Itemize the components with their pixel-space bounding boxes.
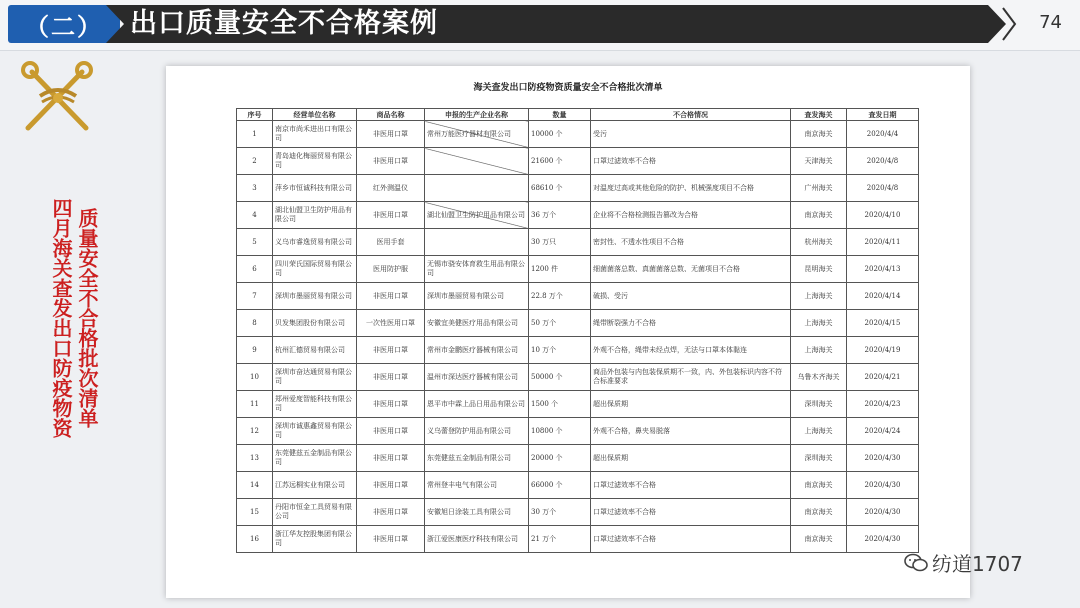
column-header: 查发海关: [791, 109, 847, 121]
table-cell: 22.8 万个: [529, 283, 591, 310]
table-cell: 东莞健兹五金制品有限公司: [273, 445, 357, 472]
inspection-table: [236, 108, 919, 553]
table-cell: 杭州海关: [791, 229, 847, 256]
table-cell: 外观不合格，鼻夹易脱落: [591, 418, 791, 445]
table-cell: 9: [237, 337, 273, 364]
table-cell: 恩平市中霖上品日用品有限公司: [425, 391, 529, 418]
table-cell: 商品外包装与内包装保质期不一致，内、外包装标识内容不符合标准要求: [591, 364, 791, 391]
table-cell: 非医用口罩: [357, 148, 425, 175]
table-cell: 丹阳市恒金工具贸易有限公司: [273, 499, 357, 526]
table-cell: 超出保质期: [591, 445, 791, 472]
table-cell: 2020/4/8: [847, 148, 919, 175]
section-label: （二）: [8, 5, 120, 43]
table-row: [237, 310, 919, 337]
column-header: 数量: [529, 109, 591, 121]
table-cell: 非医用口罩: [357, 391, 425, 418]
watermark-text: 纺道1707: [932, 552, 1023, 576]
table-row: [237, 121, 919, 148]
table-cell: 东莞健兹五金制品有限公司: [425, 445, 529, 472]
table-cell: 常州市金鹏医疗器械有限公司: [425, 337, 529, 364]
table-cell: 2020/4/24: [847, 418, 919, 445]
table-cell: 2020/4/14: [847, 283, 919, 310]
table-cell: 非医用口罩: [357, 121, 425, 148]
vertical-caption-1: 质量安全不合格批次清单: [75, 208, 99, 428]
table-cell: [425, 229, 529, 256]
vertical-caption-2: 四月海关查发出口防疫物资: [49, 198, 73, 438]
table-cell: 1500 个: [529, 391, 591, 418]
table-cell: 红外测温仪: [357, 175, 425, 202]
table-cell: 21600 个: [529, 148, 591, 175]
table-cell: 非医用口罩: [357, 526, 425, 553]
table-cell: 3: [237, 175, 273, 202]
table-cell: 2020/4/15: [847, 310, 919, 337]
table-row: [237, 391, 919, 418]
table-row: [237, 499, 919, 526]
table-row: [237, 175, 919, 202]
table-cell: 超出保质期: [591, 391, 791, 418]
table-row: [237, 337, 919, 364]
table-cell: 深圳市墨丽贸易有限公司: [273, 283, 357, 310]
table-cell: 广州海关: [791, 175, 847, 202]
column-header: 商品名称: [357, 109, 425, 121]
table-cell: 2020/4/11: [847, 229, 919, 256]
table-cell: 30 万个: [529, 499, 591, 526]
table-cell: 6: [237, 256, 273, 283]
table-cell: 7: [237, 283, 273, 310]
table-cell: 细菌菌落总数、真菌菌落总数、无菌项目不合格: [591, 256, 791, 283]
table-cell: 深圳海关: [791, 391, 847, 418]
table-cell: 萍乡市恒诚科技有限公司: [273, 175, 357, 202]
table-cell: 68610 个: [529, 175, 591, 202]
table-cell: 2020/4/30: [847, 526, 919, 553]
table-cell: 非医用口罩: [357, 472, 425, 499]
table-cell: 2020/4/8: [847, 175, 919, 202]
table-cell: 20000 个: [529, 445, 591, 472]
table-cell: 温州市深达医疗器械有限公司: [425, 364, 529, 391]
table-cell: 贝发集团股份有限公司: [273, 310, 357, 337]
table-cell: 外观不合格，绳带未经点焊，无法与口罩本体黏连: [591, 337, 791, 364]
table-cell: 郑州爱度智能科技有限公司: [273, 391, 357, 418]
table-cell: 天津海关: [791, 148, 847, 175]
table-cell: 16: [237, 526, 273, 553]
table-cell: 上海海关: [791, 337, 847, 364]
slide-title: 出口质量安全不合格案例: [130, 8, 438, 39]
table-cell: 浙江华友控股集团有限公司: [273, 526, 357, 553]
table-cell: 2020/4/30: [847, 499, 919, 526]
table-cell: 50 万个: [529, 310, 591, 337]
table-cell: 医用手套: [357, 229, 425, 256]
table-cell: 对温度过高或其他危险的防护、机械强度项目不合格: [591, 175, 791, 202]
table-cell: 深圳海关: [791, 445, 847, 472]
table-cell: 非医用口罩: [357, 283, 425, 310]
table-cell: 12: [237, 418, 273, 445]
table-cell: 口罩过滤效率不合格: [591, 526, 791, 553]
table-cell: 医用防护服: [357, 256, 425, 283]
table-cell: 口罩过滤效率不合格: [591, 148, 791, 175]
table-cell: 30 万只: [529, 229, 591, 256]
table-cell: 4: [237, 202, 273, 229]
table-cell: 上海海关: [791, 418, 847, 445]
table-cell: 口罩过滤效率不合格: [591, 472, 791, 499]
column-header: 不合格情况: [591, 109, 791, 121]
table-cell: 10 万个: [529, 337, 591, 364]
table-cell: 非医用口罩: [357, 418, 425, 445]
table-cell: 口罩过滤效率不合格: [591, 499, 791, 526]
table-cell: 湖北仙盟卫生防护用品有限公司: [425, 202, 529, 229]
table-cell: 受污: [591, 121, 791, 148]
table-cell: 2: [237, 148, 273, 175]
table-row: [237, 148, 919, 175]
table-cell: 15: [237, 499, 273, 526]
table-row: [237, 472, 919, 499]
table-cell: 2020/4/23: [847, 391, 919, 418]
table-cell: 13: [237, 445, 273, 472]
page-number: 74: [1039, 12, 1062, 33]
table-row: [237, 229, 919, 256]
table-cell: 绳带断裂强力不合格: [591, 310, 791, 337]
table-cell: [425, 175, 529, 202]
table-row: [237, 445, 919, 472]
document-title: 海关查发出口防疫物资质量安全不合格批次清单: [473, 83, 663, 93]
column-header: 序号: [237, 109, 273, 121]
table-cell: 2020/4/30: [847, 445, 919, 472]
wechat-icon: [904, 553, 928, 573]
table-cell: 安徽宜美健医疗用品有限公司: [425, 310, 529, 337]
table-cell: 浙江爱医康医疗科技有限公司: [425, 526, 529, 553]
table-cell: 5: [237, 229, 273, 256]
table-cell: 南京海关: [791, 202, 847, 229]
column-header: 查发日期: [847, 109, 919, 121]
table-row: [237, 418, 919, 445]
top-banner: [0, 0, 1080, 51]
table-cell: 乌鲁木齐海关: [791, 364, 847, 391]
table-cell: 密封性、不透水性项目不合格: [591, 229, 791, 256]
table-cell: 36 万个: [529, 202, 591, 229]
table-cell: 非医用口罩: [357, 499, 425, 526]
table-cell: 2020/4/19: [847, 337, 919, 364]
table-cell: 10000 个: [529, 121, 591, 148]
table-cell: 1200 件: [529, 256, 591, 283]
table-cell: 66000 个: [529, 472, 591, 499]
table-cell: 常州登丰电气有限公司: [425, 472, 529, 499]
table-row: [237, 202, 919, 229]
chevron-right-icon: [1000, 6, 1018, 42]
table-cell: 南京海关: [791, 121, 847, 148]
table-cell: 湖北仙盟卫生防护用品有限公司: [273, 202, 357, 229]
table-cell: 安徽旭日涂装工具有限公司: [425, 499, 529, 526]
table-cell: 破损、受污: [591, 283, 791, 310]
table-cell: 一次性医用口罩: [357, 310, 425, 337]
table-cell: 2020/4/10: [847, 202, 919, 229]
table-cell: 义乌市睿逸贸易有限公司: [273, 229, 357, 256]
table-cell: 10800 个: [529, 418, 591, 445]
table-cell: 10: [237, 364, 273, 391]
table-cell: 21 万个: [529, 526, 591, 553]
table-row: [237, 256, 919, 283]
table-cell: 无锡市骁安体育救生用品有限公司: [425, 256, 529, 283]
table-cell: 杭州汇德贸易有限公司: [273, 337, 357, 364]
table-row: [237, 364, 919, 391]
table-cell: 深圳市墨丽贸易有限公司: [425, 283, 529, 310]
table-cell: 11: [237, 391, 273, 418]
column-header: 申报的生产企业名称: [425, 109, 529, 121]
table-cell: 义乌蕾登防护用品有限公司: [425, 418, 529, 445]
table-cell: 深圳市奋达通贸易有限公司: [273, 364, 357, 391]
table-cell: 1: [237, 121, 273, 148]
document-page: [166, 66, 970, 598]
table-cell: 南京市尚禾进出口有限公司: [273, 121, 357, 148]
watermark: [904, 548, 1023, 577]
table-cell: 上海海关: [791, 310, 847, 337]
table-cell: 8: [237, 310, 273, 337]
table-cell: 南京海关: [791, 472, 847, 499]
table-cell: [425, 148, 529, 175]
table-cell: 非医用口罩: [357, 202, 425, 229]
table-cell: 非医用口罩: [357, 445, 425, 472]
table-cell: 企业将不合格检测报告篡改为合格: [591, 202, 791, 229]
table-cell: 50000 个: [529, 364, 591, 391]
table-cell: 昆明海关: [791, 256, 847, 283]
table-cell: 上海海关: [791, 283, 847, 310]
table-cell: 非医用口罩: [357, 364, 425, 391]
table-cell: 江苏远桐实业有限公司: [273, 472, 357, 499]
table-row: [237, 283, 919, 310]
customs-emblem-icon: [18, 58, 98, 138]
table-cell: 2020/4/4: [847, 121, 919, 148]
table-cell: 常州万能医疗器材有限公司: [425, 121, 529, 148]
table-cell: 2020/4/21: [847, 364, 919, 391]
table-cell: 深圳市诚惠鑫贸易有限公司: [273, 418, 357, 445]
table-cell: 2020/4/30: [847, 472, 919, 499]
table-cell: 非医用口罩: [357, 337, 425, 364]
table-cell: 2020/4/13: [847, 256, 919, 283]
table-row: [237, 526, 919, 553]
column-header: 经营单位名称: [273, 109, 357, 121]
table-cell: 四川荣氏国际贸易有限公司: [273, 256, 357, 283]
table-cell: 南京海关: [791, 526, 847, 553]
table-cell: 青岛迪化梅丽贸易有限公司: [273, 148, 357, 175]
table-cell: 14: [237, 472, 273, 499]
table-cell: 南京海关: [791, 499, 847, 526]
